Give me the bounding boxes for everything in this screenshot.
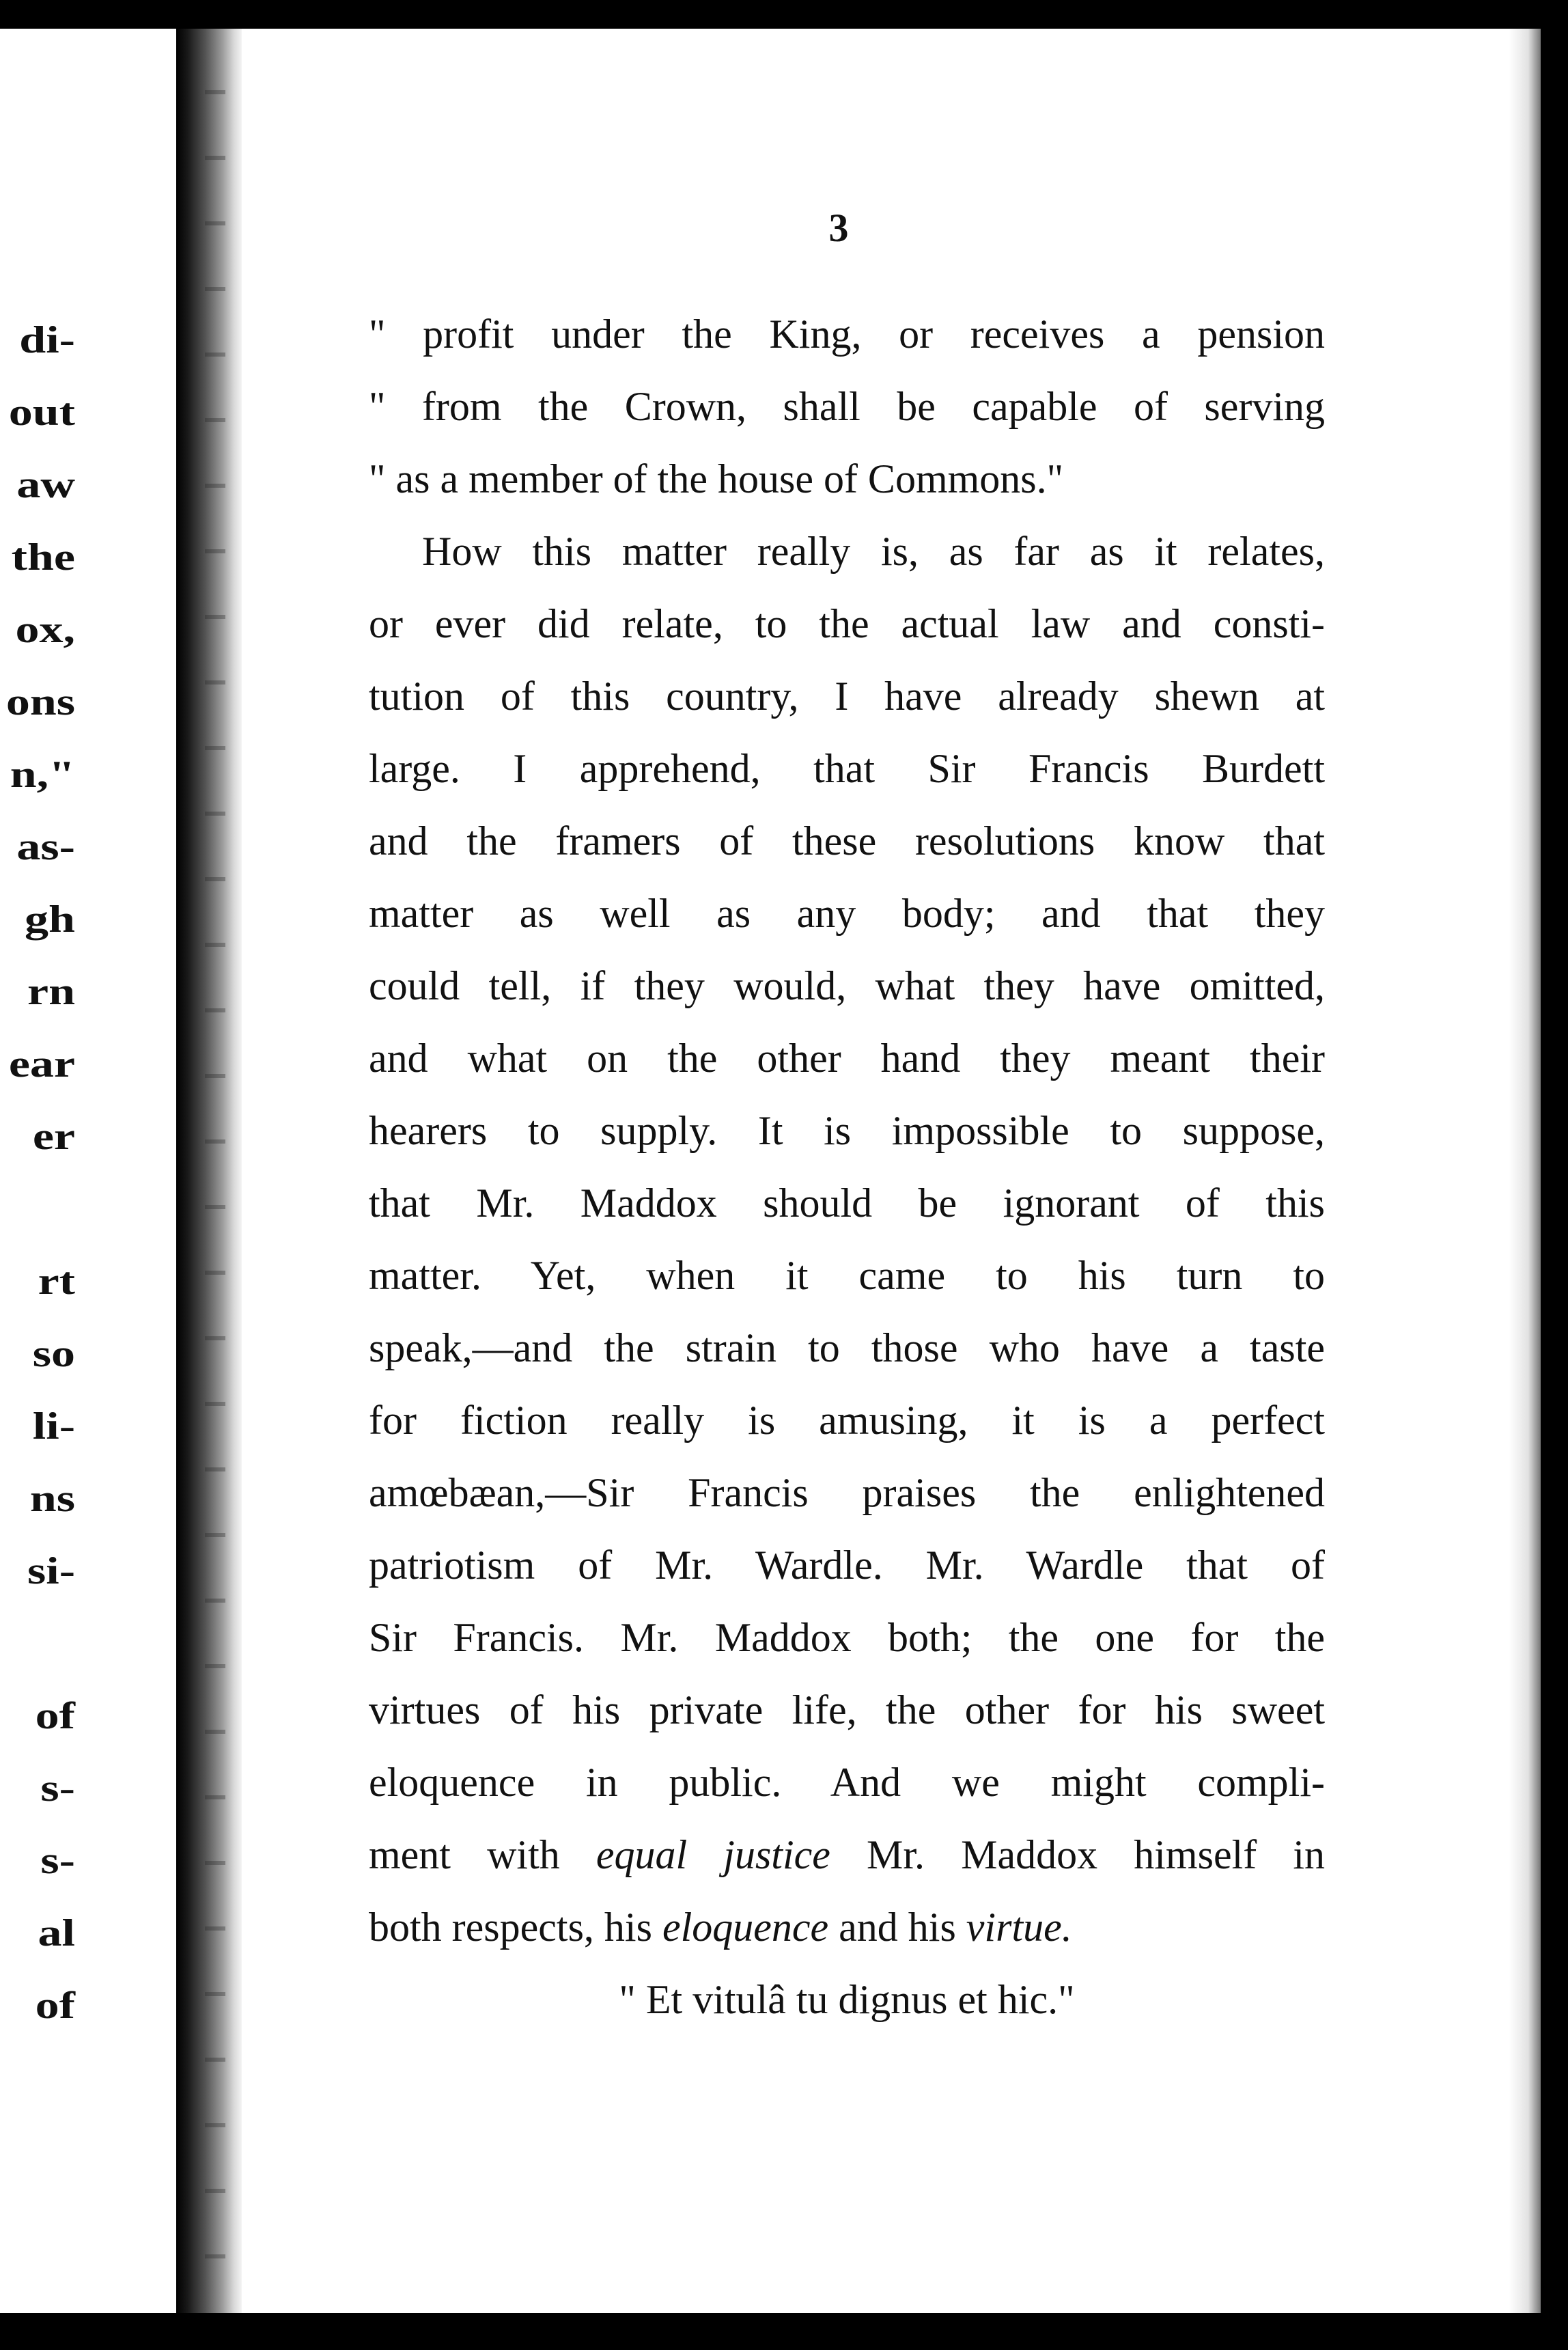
text-run: patriotism of Mr. Wardle. Mr. Wardle that of [369,1543,1325,1588]
facing-page-fragment-line: di- [19,319,75,361]
text-line [369,1891,1325,1963]
facing-page-fragment-line: s- [40,1840,75,1882]
text-line [369,1239,1325,1312]
facing-page-fragment-line: ox, [15,609,75,651]
facing-page-fragment-line: out [8,391,75,434]
text-run: or ever did relate, to the actual law and consti- [369,601,1325,646]
text-line [369,588,1325,660]
text-line [369,1167,1325,1239]
text-run: amœbæan,—Sir Francis praises the enlightened [369,1470,1325,1515]
facing-page-fragment-line: ons [5,681,75,723]
text-line [369,1529,1325,1601]
facing-page-fragment-line: si- [27,1550,75,1592]
text-line [369,1384,1325,1456]
binding-shadow [205,29,225,2313]
facing-page-fragment-line: of [35,1695,75,1737]
facing-page-fragment-line: rn [27,971,75,1013]
text-line [369,1312,1325,1384]
text-line [369,1456,1325,1529]
text-line [369,1094,1325,1167]
page-edge-shadow [1509,29,1541,2313]
facing-page-fragment-line: aw [16,464,75,506]
text-line [369,1819,1325,1891]
italic-text: virtue. [966,1905,1072,1950]
text-run: " Et vitulâ tu dignus et hic." [619,1977,1075,2022]
text-run: and his [828,1905,966,1950]
page-number: 3 [828,206,849,250]
text-run: ment with [369,1832,596,1877]
text-line [369,1674,1325,1746]
text-run: matter as well as any body; and that they [369,891,1325,936]
facing-page-fragment-line: ear [8,1043,75,1086]
text-run: " from the Crown, shall be capable of serving [369,384,1325,429]
facing-page-fragment-line: li- [32,1405,75,1448]
scan-border-right [1541,0,1568,2350]
text-line [369,877,1325,950]
text-line [369,950,1325,1022]
text-line [369,660,1325,732]
page-body-text [369,298,1325,2036]
scan-border-bottom [0,2313,1568,2350]
text-run: Sir Francis. Mr. Maddox both; the one for the [369,1615,1325,1660]
text-line [369,732,1325,805]
facing-page-fragment-line: s- [40,1767,75,1810]
facing-page-fragment-line: ns [29,1478,75,1520]
facing-page-fragment-line: gh [25,898,75,941]
facing-page-line-endings [0,29,176,2313]
facing-page-fragment-line: the [11,536,75,579]
text-line [369,370,1325,443]
facing-page-fragment-line: n," [10,754,75,796]
facing-page-fragment-line: as- [16,826,75,868]
text-run: that Mr. Maddox should be ignorant of this [369,1180,1325,1226]
text-run: tution of this country, I have already shewn at [369,674,1325,719]
facing-page-fragment-line: so [32,1333,75,1375]
text-run: for fiction really is amusing, it is a perfect [369,1398,1325,1443]
text-run: virtues of his private life, the other for his sweet [369,1687,1325,1732]
facing-page-fragment-line [0,1175,176,1243]
text-run: and what on the other hand they meant their [369,1036,1325,1081]
text-run: large. I apprehend, that Sir Francis Burdett [369,746,1325,791]
facing-page-fragment-line: al [38,1912,75,1954]
text-run: hearers to supply. It is impossible to suppose, [369,1108,1325,1153]
facing-page-fragment-line: of [35,1985,75,2027]
text-run: Mr. Maddox himself in [830,1832,1326,1877]
text-line [369,298,1325,370]
text-line [369,443,1325,515]
text-run: speak,—and the strain to those who have a taste [369,1325,1325,1370]
text-run: both respects, his [369,1905,662,1950]
text-line [369,1022,1325,1094]
scan-border-top [0,0,1568,29]
text-line [369,805,1325,877]
text-line [369,1746,1325,1819]
text-run: How this matter really is, as far as it relates, [422,529,1325,574]
text-run: could tell, if they would, what they have omitted, [369,963,1325,1008]
text-line [369,515,1325,588]
facing-page-fragment-line: er [32,1116,75,1158]
text-run: matter. Yet, when it came to his turn to [369,1253,1325,1298]
text-run: " profit under the King, or receives a pension [369,312,1325,357]
text-line [369,1601,1325,1674]
text-run: " as a member of the house of Commons." [369,456,1064,501]
text-run: and the framers of these resolutions know that [369,818,1325,863]
italic-text: equal justice [596,1832,830,1877]
text-line [369,1963,1325,2036]
italic-text: eloquence [662,1905,829,1950]
text-run: eloquence in public. And we might compli- [369,1760,1325,1805]
facing-page-fragment-line [0,1609,176,1678]
facing-page-fragment-line: rt [38,1260,75,1303]
facing-page-fragment [0,29,176,2313]
